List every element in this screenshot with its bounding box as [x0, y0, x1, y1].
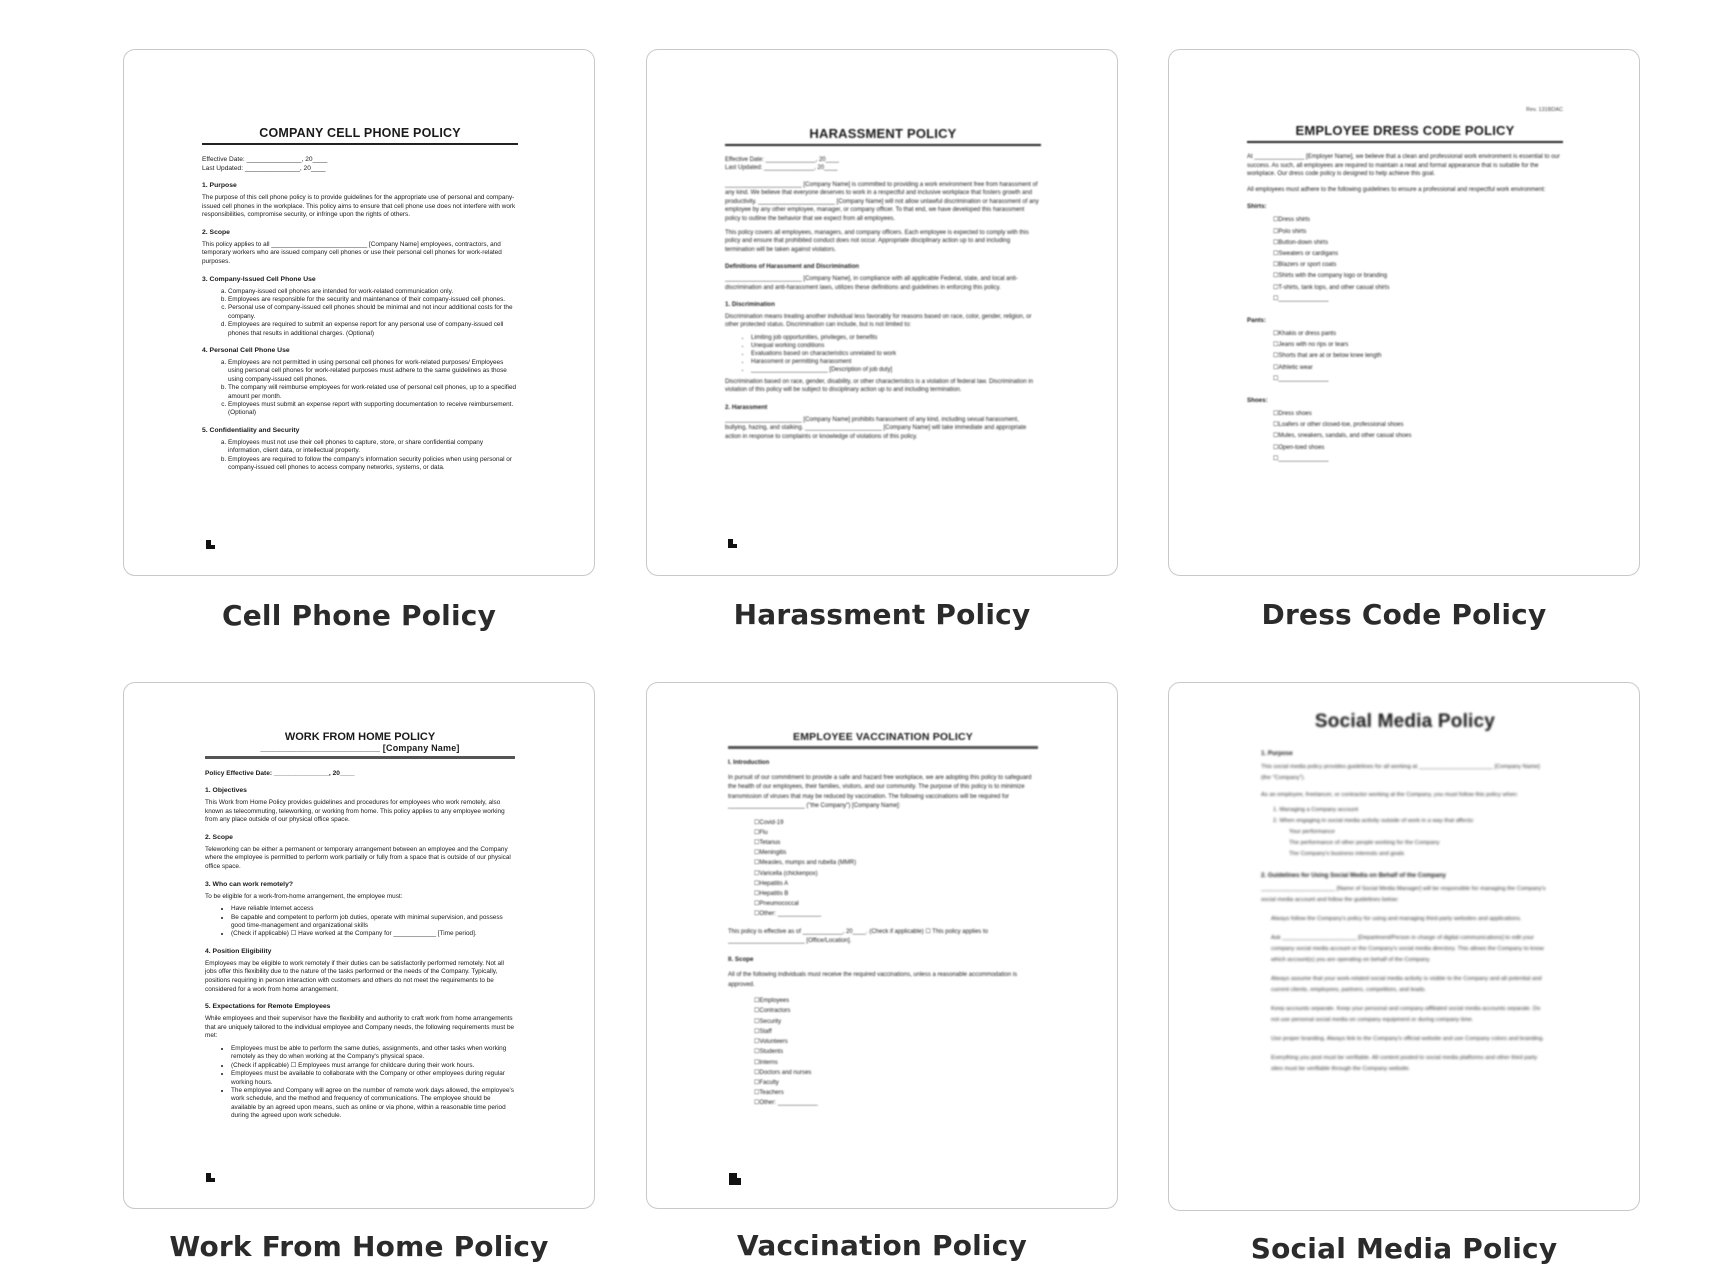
checklist-item: ☐ T-shirts, tank tops, and other casual shirts [1273, 283, 1563, 294]
list-item: b. Employees are required to follow the company's information security policies when using personal or company-issued cell phones to access company networks, systems, or data. [228, 456, 518, 473]
checklist-item: ☐ Doctors and nurses [754, 1068, 1038, 1078]
last-updated: Last Updated: _______________, 20____ [725, 165, 838, 171]
effective-date: Effective Date: _______________, 20____ [202, 156, 328, 163]
checklist-item: ☐ Open-toed shoes [1273, 443, 1563, 454]
section-heading: 2. Scope [202, 228, 230, 236]
checklist-item: ☐ Contractors [754, 1006, 1038, 1016]
section-text: _______________________ [Company Name], in compliance with all applicable Federal, state, and local anti-discrimination and anti-harassment laws, utilizes these definitions and guidelines in enforcing this policy. [725, 276, 1018, 291]
document-title: Social Media Policy [1314, 711, 1496, 732]
section-text: The purpose of this cell phone policy is to provide guidelines for the appropriate use of personal and company-issued cell phones in the workplace. This policy aims to ensure that cell phone use does not interfere with work responsibilities, compromise security, or infringe upon the rights of others. [202, 194, 516, 219]
section-heading: 3. Who can work remotely? [205, 880, 294, 888]
list-item: • Employees must be able to perform the same duties, assignments, and other tasks when working remotely as they do when working at the Company's physical space. [231, 1045, 515, 1062]
checklist-item: ☐ Blazers or sport coats [1273, 260, 1563, 271]
section-text: This Work from Home Policy provides guidelines and procedures for employees who work remotely, also known as telecommuting, teleworking, or working from home. This policy applies to any employee working from any place outside of our physical office space. [205, 799, 505, 824]
guideline-item: Ask _______________________ [Department/Person in charge of digital communications] to edit your company social media account or the Company's social media directory. This allows the Company to know which account(s) you are operating on behalf of the Company. [1271, 935, 1544, 963]
checklist-item: ☐ Varicella (chickenpox) [754, 869, 1038, 879]
checklist-item: ☐ Other: ____________ [754, 1098, 1038, 1108]
checklist-item: ☐ Interns [754, 1058, 1038, 1068]
guideline-item: Everything you post must be verifiable. All content posted to social media platforms and other third party sites must be verifiable through the Company website. [1271, 1055, 1538, 1072]
section-text: This policy applies to all ___________________________ [Company Name] employees, contractors, and temporary workers who are issued company cell phones or use their personal cell phones for work-related purposes. [202, 240, 502, 265]
effective-date: Effective Date: _______________, 20____ [725, 157, 839, 163]
dash-item: The Company's business interests and goals [1289, 851, 1405, 857]
checklist-item: ☐ Shirts with the company logo or branding [1273, 271, 1563, 282]
section-heading: 1. Purpose [202, 182, 237, 189]
company-name-line: _______________________ [Company Name] [205, 743, 515, 759]
guideline-item: Always follow the Company's policy for using and managing third-party websites and applications. [1271, 916, 1522, 922]
section-heading: Shoes: [1247, 397, 1268, 405]
checklist-item: ☐ Measles, mumps and rubella (MMR) [754, 858, 1038, 868]
section-heading: 1. Objectives [205, 787, 247, 794]
card-caption[interactable]: Vaccination Policy [737, 1229, 1027, 1262]
brand-logo-icon [206, 1173, 215, 1182]
checklist-item: ☐ _______________ [1273, 374, 1563, 385]
guideline-item: Use proper branding. Always link to the Company's official website and use Company colors and branding. [1271, 1036, 1544, 1042]
section-heading: 5. Confidentiality and Security [202, 426, 300, 434]
dash-item: Your performance [1289, 829, 1335, 835]
section-heading: 4. Position Eligibility [205, 947, 272, 955]
work-from-home-policy-card[interactable] [123, 682, 595, 1209]
card-caption[interactable]: Social Media Policy [1250, 1232, 1558, 1265]
list-item: • The employee and Company will agree on the number of remote work days allowed, the employee's work schedule, and the method and frequency of communications. The employee should be available by an agreed upon means, such as online or via phone, within a reasonable time period during the agreed upon work schedule. [231, 1087, 515, 1121]
checklist-item: ☐ Teachers [754, 1088, 1038, 1098]
list-item: b. The company will reimburse employees for work-related use of personal cell phones, up to a specified amount per month. [228, 384, 518, 401]
list-item: a. Company-issued cell phones are intended for work-related communication only. [228, 288, 518, 296]
checklist-item: ☐ Covid-19 [754, 818, 1038, 828]
list-item: a. Employees must not use their cell phones to capture, store, or share confidential company information, client data, or intellectual property. [228, 439, 518, 456]
section-heading: 2. Scope [205, 833, 233, 841]
document-preview [202, 126, 518, 476]
list-item: b. Employees are responsible for the security and maintenance of their company-issued cell phones. [228, 296, 518, 304]
document-preview [728, 731, 1038, 1113]
checklist-item: ☐ Dress shirts [1273, 215, 1563, 226]
document-preview [725, 126, 1041, 445]
list-item: • Evaluations based on characteristics unrelated to work [751, 350, 1041, 358]
section-text: Discrimination based on race, gender, disability, or other characteristics is a violation of federal law. Discrimination in violation of this policy will be subject to disciplinary action up to and including termination. [725, 378, 1034, 394]
checklist-item: ☐ Faculty [754, 1078, 1038, 1088]
section-heading: 2. Guidelines for Using Social Media on Behalf of the Company [1261, 872, 1446, 879]
section-heading: Pants: [1247, 317, 1266, 324]
card-caption[interactable]: Work From Home Policy [169, 1230, 549, 1263]
section-text: This social media policy provides guidelines for all working at _______________________ [Company Name] (the "Company"). [1261, 764, 1540, 781]
list-item: c. Personal use of company-issued cell phones should be minimal and not incur additional costs for the company. [228, 304, 518, 321]
checklist-item: ☐ Employees [754, 996, 1038, 1006]
brand-logo-icon [729, 1173, 741, 1185]
checklist-item: ☐ Khakis or dress pants [1273, 329, 1563, 340]
list-item: • Harassment or permitting harassment [751, 358, 1041, 366]
list-item: • Unequal working conditions [751, 342, 1041, 350]
checklist-item: ☐ _______________ [1273, 294, 1563, 305]
list-item: • Have reliable Internet access [231, 905, 515, 913]
section-text: Employees may be eligible to work remotely if their duties can be satisfactorily performed remotely. Not all jobs offer this flexibility due to the nature of the tasks performed or the needs of the Company. Typically, positions requiring in person interaction with customers and others do not meet the requirements to be considered for a work from home arrangement. [205, 959, 504, 993]
numbered-item: 1. Managing a Company account [1273, 807, 1359, 813]
harassment-policy-card[interactable] [646, 49, 1118, 576]
document-title: WORK FROM HOME POLICY [284, 731, 436, 743]
section-heading: I. Introduction [728, 759, 770, 766]
list-item: • Limiting job opportunities, privileges, or benefits [751, 334, 1041, 342]
checklist-item: ☐ Polo shirts [1273, 227, 1563, 238]
last-updated: Last Updated: _______________, 20____ [202, 165, 326, 172]
brand-logo-icon [728, 539, 737, 548]
list-item: • _______________________ [Description of job duty] [751, 366, 1041, 374]
checklist-item: ☐ Staff [754, 1027, 1038, 1037]
dash-item: The performance of other people working for the Company [1289, 840, 1440, 846]
vaccination-policy-card[interactable] [646, 682, 1118, 1209]
social-media-policy-card[interactable] [1168, 682, 1640, 1211]
list-item: c. Employees must submit an expense report with supporting documentation to receive reimbursement. (Optional) [228, 401, 518, 418]
checklist-item: ☐ Hepatitis A [754, 879, 1038, 889]
checklist-item: ☐ Loafers or other closed-toe, professional shoes [1273, 420, 1563, 431]
section-text: As an employee, freelancer, or contractor working at the Company, you must follow this policy when: [1261, 792, 1519, 798]
section-heading: 3. Company-Issued Cell Phone Use [202, 275, 316, 283]
section-text: At _______________ [Employer Name], we believe that a clean and professional work environment is essential to our success. As such, all employees are required to maintain a neat and formal appearance that is suitable for the workplace. Our dress code policy is designed to help achieve this goal. [1247, 154, 1560, 178]
checklist-item: ☐ Security [754, 1017, 1038, 1027]
document-title: HARASSMENT POLICY [725, 126, 1041, 146]
list-item: • Employees must be available to collaborate with the Company or other employees during regular working hours. [231, 1070, 515, 1087]
document-title: EMPLOYEE DRESS CODE POLICY [1247, 123, 1563, 143]
section-text: This policy covers all employees, managers, and company officers. Each employee is expected to comply with this policy and ensure that prohibited conduct does not occur. Appropriate disciplinary action up to and including termination will be taken against violators. [725, 230, 1029, 253]
list-item: a. Employees are not permitted in using personal cell phones for work-related purposes/ Employees using personal cell phones for work-related purposes must adhere to the same guidelines as those using company-issued cell phones. [228, 359, 518, 384]
checklist-item: ☐ Pneumococcal [754, 899, 1038, 909]
checklist-item: ☐ Mules, sneakers, sandals, and other casual shoes [1273, 431, 1563, 442]
checklist-item: ☐ Button-down shirts [1273, 238, 1563, 249]
checklist-item: ☐ Dress shoes [1273, 409, 1563, 420]
section-text: All employees must adhere to the following guidelines to ensure a professional and respectful work environment: [1247, 186, 1546, 193]
checklist-item: ☐ Athletic wear [1273, 363, 1563, 374]
document-preview [1261, 711, 1549, 1079]
section-heading: 2. Harassment [725, 403, 768, 411]
checklist-item: ☐ Volunteers [754, 1037, 1038, 1047]
document-title: COMPANY CELL PHONE POLICY [202, 126, 518, 145]
checklist-item: ☐ Students [754, 1047, 1038, 1057]
section-heading: 5. Expectations for Remote Employees [205, 1003, 331, 1011]
revision-label: Rev. 131BDAC [1526, 107, 1563, 113]
section-heading: II. Scope [728, 956, 754, 964]
section-text: _______________________ [Company Name] is committed to providing a work environment free from harassment of any kind. We believe that everyone deserves to work in a respectful and inclusive workplace that fosters growth and productivity. _______________________ [Company Name] will not allow unlawful discrimination or harassment of any employee by any other employee, manager, or company officer. To that end, we have developed this harassment policy to outline the behavior that we expect from all employees. [725, 182, 1039, 222]
document-preview [1247, 107, 1563, 469]
section-heading: 4. Personal Cell Phone Use [202, 347, 290, 354]
section-text: In pursuit of our commitment to provide a safe and hazard free workplace, we are adopting this policy to safeguard the health of our employees, their families, visitors, and our community. The purpose of this policy is to minimize transmission of viruses that may be reduced by vaccination. The following vaccinations will be required for _______________________ ("the Company") [Company Name]: [728, 775, 1032, 810]
checklist-item: ☐ Other: _____________ [754, 909, 1038, 919]
section-text: Teleworking can be either a permanent or temporary arrangement between an employee and the Company where the employee is permitted to perform work partially or fully from a space that is outside of our physical office space. [205, 845, 511, 870]
section-heading: Shirts: [1247, 203, 1267, 211]
section-heading: Definitions of Harassment and Discrimination [725, 263, 860, 271]
checklist-item: ☐ _______________ [1273, 454, 1563, 465]
card-caption[interactable]: Harassment Policy [733, 598, 1031, 631]
numbered-item: 2. When engaging in social media activity outside of work in a way that affects: [1273, 818, 1475, 824]
card-caption[interactable]: Cell Phone Policy [221, 599, 497, 632]
section-text: This policy is effective as of ____________, 20____. (Check if applicable) ☐ This policy applies to _______________________ [Office/Location]. [728, 928, 988, 945]
guideline-item: Always assume that your work-related social media activity is visible to the Company and all potential and current clients, employees, partners, competitors, and leads. [1271, 976, 1542, 993]
checklist-item: ☐ Tetanus [754, 838, 1038, 848]
brand-logo-icon [206, 540, 215, 549]
list-item: • (Check if applicable) ☐ Have worked at the Company for ____________ [Time period]. [231, 930, 515, 938]
dress-code-policy-card[interactable] [1168, 49, 1640, 576]
list-item: • (Check if applicable) ☐ Employees must arrange for childcare during their work hours. [231, 1062, 515, 1070]
checklist-item: ☐ Flu [754, 828, 1038, 838]
list-item: d. Employees are required to submit an expense report for any personal use of company-issued cell phones that results in additional charges. (Optional) [228, 321, 518, 338]
list-item: • Be capable and competent to perform job duties, operate with minimal supervision, and possess good time-management and organizational skills [231, 914, 515, 931]
checklist-item: ☐ Meningitis [754, 848, 1038, 858]
section-heading: 1. Purpose [1261, 750, 1293, 757]
checklist-item: ☐ Jeans with no rips or tears [1273, 340, 1563, 351]
guideline-item: Keep accounts separate. Keep your personal and company-affiliated social media accounts separate. Do not use personal social media on company equipment or during company time. [1271, 1006, 1541, 1023]
section-heading: 1. Discrimination [725, 301, 775, 309]
checklist-item: ☐ Shorts that are at or below knee length [1273, 351, 1563, 362]
section-text: All of the following individuals must receive the required vaccinations, unless a reasonable accommodation is approved. [728, 972, 1018, 988]
checklist-item: ☐ Hepatitis B [754, 889, 1038, 899]
cell-phone-policy-card[interactable] [123, 49, 595, 576]
document-preview [205, 731, 515, 1125]
section-text: Discrimination means treating another individual less favorably for reasons based on race, color, gender, religion, or other protected status. Discrimination can include, but is not limited to: [725, 314, 1032, 329]
checklist-item: ☐ Sweaters or cardigans [1273, 249, 1563, 260]
section-text: To be eligible for a work-from-home arrangement, the employee must: [205, 892, 403, 900]
section-text: While employees and their supervisor have the flexibility and authority to craft work from home arrangements that are uniquely tailored to the individual employee and Company needs, the following requirements must be met: [205, 1015, 515, 1040]
section-text: _______________________ [Name of Social Media Manager] will be responsible for managing the Company's social media account and follow the guidelines below: [1261, 886, 1546, 903]
document-title: EMPLOYEE VACCINATION POLICY [728, 731, 1038, 749]
card-caption[interactable]: Dress Code Policy [1261, 598, 1547, 631]
section-text: _______________________ [Company Name] prohibits harassment of any kind, including sexual harassment, bullying, hazing, and stalking. _______________________ [Company Name] will take immediate and appropriate action in response to complaints or knowledge of violations of this policy. [725, 416, 1027, 440]
effective-date: Policy Effective Date: _______________, 20____ [205, 770, 355, 777]
